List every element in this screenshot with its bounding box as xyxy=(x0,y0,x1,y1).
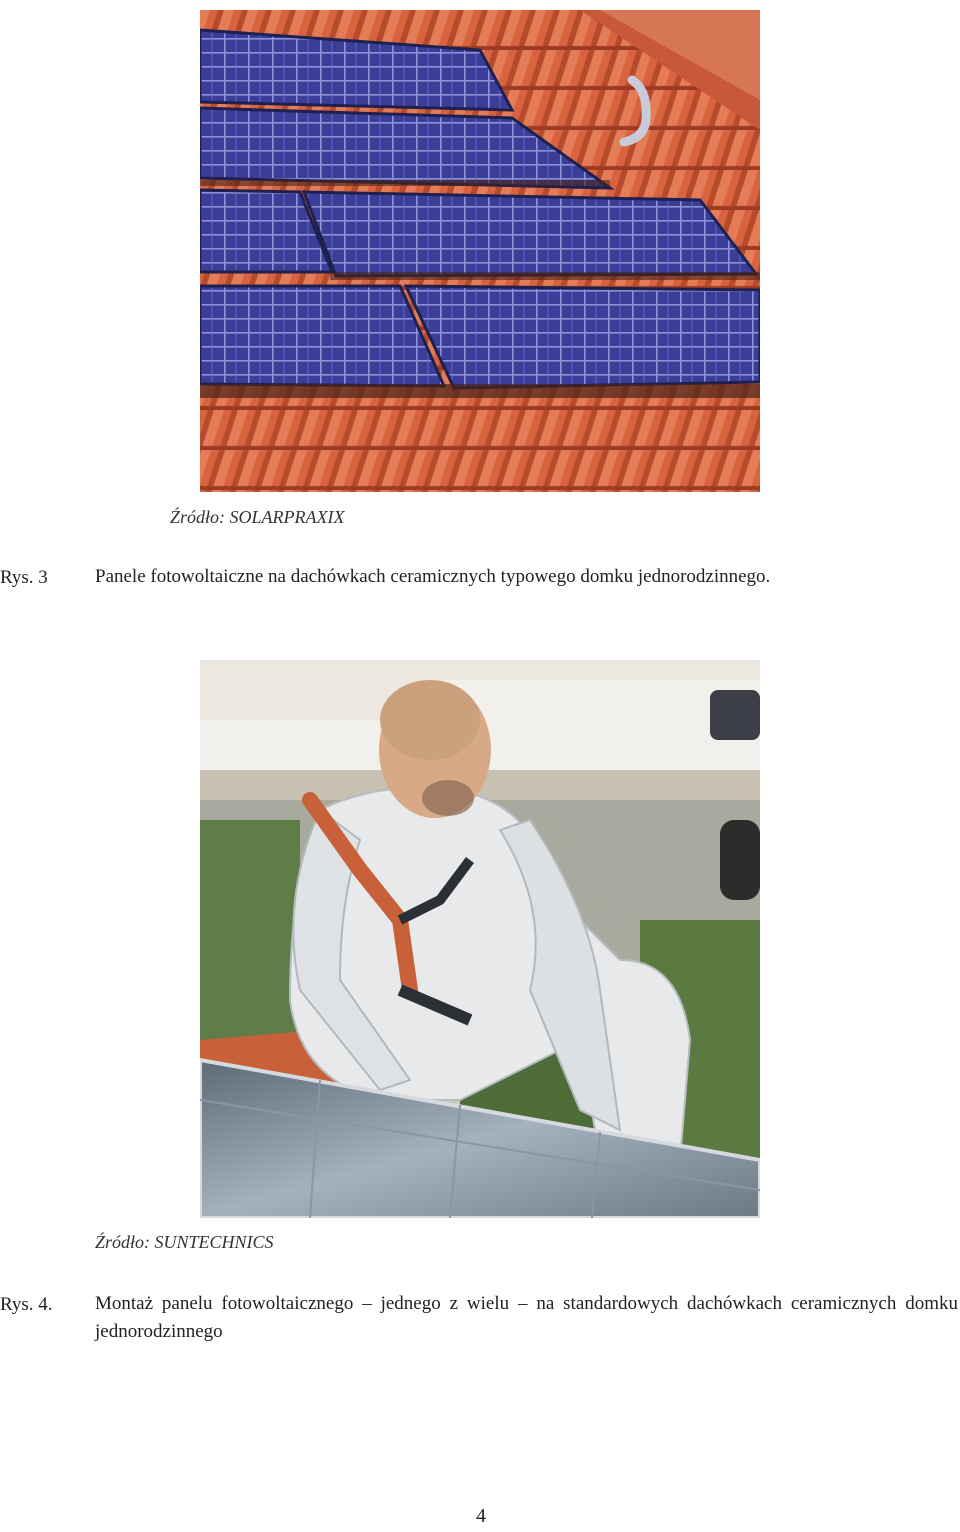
figure1-source: Źródło: SOLARPRAXIX xyxy=(170,507,345,527)
installer-illustration xyxy=(200,660,760,1218)
figure2-source: Źródło: SUNTECHNICS xyxy=(95,1232,274,1252)
figure1-caption: Panele fotowoltaiczne na dachówkach ceramicznych typowego domku jednorodzinnego. xyxy=(95,566,771,587)
figure-solar-roof-photo xyxy=(200,10,760,492)
figure-panel-installation-photo xyxy=(200,660,760,1218)
solar-roof-illustration xyxy=(200,10,760,492)
page-number: 4 xyxy=(476,1505,486,1527)
figure1-label: Rys. 3 xyxy=(0,567,48,588)
panel-row-4 xyxy=(200,286,760,388)
figure2-caption: Montaż panelu fotowoltaicznego – jednego z wielu – na standardowych dachówkach ceramicznych domku jednorodzinnego xyxy=(95,1293,958,1342)
panel-row-3 xyxy=(200,190,756,276)
figure2-label: Rys. 4. xyxy=(0,1294,53,1315)
